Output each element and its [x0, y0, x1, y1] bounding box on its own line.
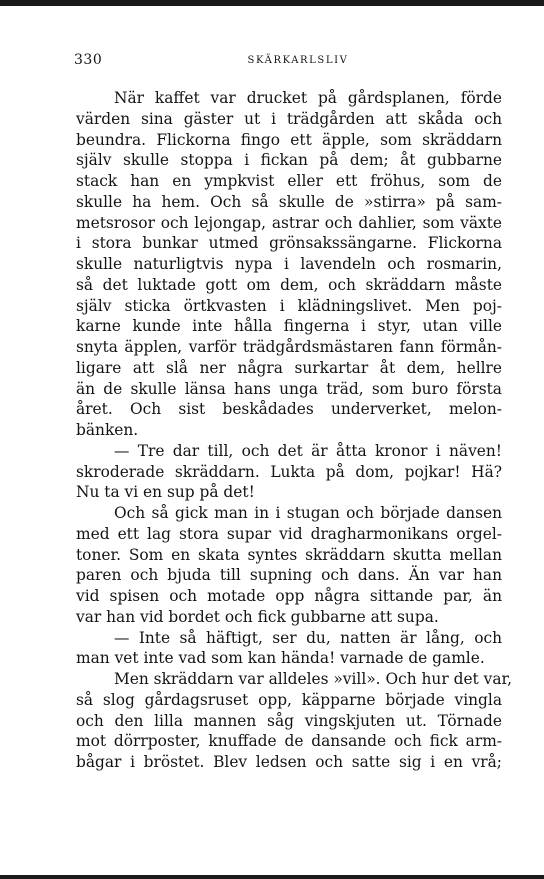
text-line: När kaffet var drucket på gårdsplanen, förde — [114, 89, 502, 107]
text-line: — Tre dar till, och det är åtta kronor i näven! — [114, 441, 502, 460]
text-line: skulle ha hem. Och så skulle de »stirra» på sam- — [76, 192, 502, 211]
text-line: än de skulle länsa hans unga träd, som buro första — [76, 379, 502, 398]
text-line: beundra. Flickorna fingo ett äpple, som skräddarn — [76, 130, 502, 149]
text-line: man vet inte vad som kan hända! varnade de gamle. — [76, 649, 485, 668]
text-line: skulle naturligtvis nypa i lavendeln och rosmarin, — [76, 255, 502, 273]
text-line: året. Och sist beskådades underverket, melon- — [76, 400, 502, 419]
text-line: paren och bjuda till supning och dans. Än var han — [76, 566, 502, 585]
text-line: karne kunde inte hålla fingerna i styr, utan ville — [76, 317, 502, 336]
text-line: vid spisen och motade opp några sittande par, än — [76, 587, 502, 605]
text-line: bänken. — [76, 421, 139, 439]
text-line: Och så gick man in i stugan och började dansen — [114, 504, 502, 522]
text-line: bågar i bröstet. Blev ledsen och satte sig i en vrå; — [76, 753, 502, 771]
book-page — [74, 52, 513, 773]
text-line: — Inte så häftigt, ser du, natten är lång, och — [114, 628, 502, 647]
text-line: snyta äpplen, varför trädgårdsmästaren fann förmån- — [76, 338, 502, 356]
text-line: värden sina gäster ut i trädgården att skåda och — [76, 109, 502, 128]
page-number: 330 — [74, 52, 103, 68]
bottom-edge-rule — [0, 875, 544, 879]
text-line: Men skräddarn var alldeles »vill». Och hur det var, — [114, 670, 513, 688]
running-title: SKÄRKARLSLIV — [247, 55, 349, 66]
text-line: själv sticka örtkvasten i klädningslivet. Men poj- — [76, 296, 502, 315]
text-line: mot dörrposter, knuffade de dansande och fick arm- — [76, 732, 502, 751]
text-line: Nu ta vi en sup på det! — [76, 483, 255, 502]
text-line: i stora bunkar utmed grönsakssängarne. Flickorna — [76, 234, 502, 253]
text-line: ligare att slå ner några surkartar åt dem, hellre — [76, 358, 502, 377]
text-line: själv skulle stoppa i fickan på dem; åt gubbarne — [76, 151, 502, 170]
text-line: med ett lag stora supar vid dragharmonikans orgel- — [76, 524, 502, 543]
running-head — [76, 52, 502, 74]
text-line: så det luktade gott om dem, och skräddarn måste — [76, 275, 502, 294]
body-text — [76, 88, 513, 773]
text-line: toner. Som en skata syntes skräddarn skutta mellan — [76, 545, 502, 564]
text-line: stack han en ympkvist eller ett fröhus, som de — [76, 172, 502, 190]
text-line: och den lilla mannen såg vingskjuten ut. Törnade — [76, 711, 502, 730]
text-line: så slog gårdagsruset opp, käpparne började vingla — [76, 690, 502, 709]
text-line: skroderade skräddarn. Lukta på dom, pojkar! Hä? — [76, 462, 502, 481]
top-edge-rule — [0, 0, 544, 6]
text-line: var han vid bordet och fick gubbarne att supa. — [76, 607, 439, 626]
text-line: metsrosor och lejongap, astrar och dahlier, som växte — [76, 213, 502, 232]
